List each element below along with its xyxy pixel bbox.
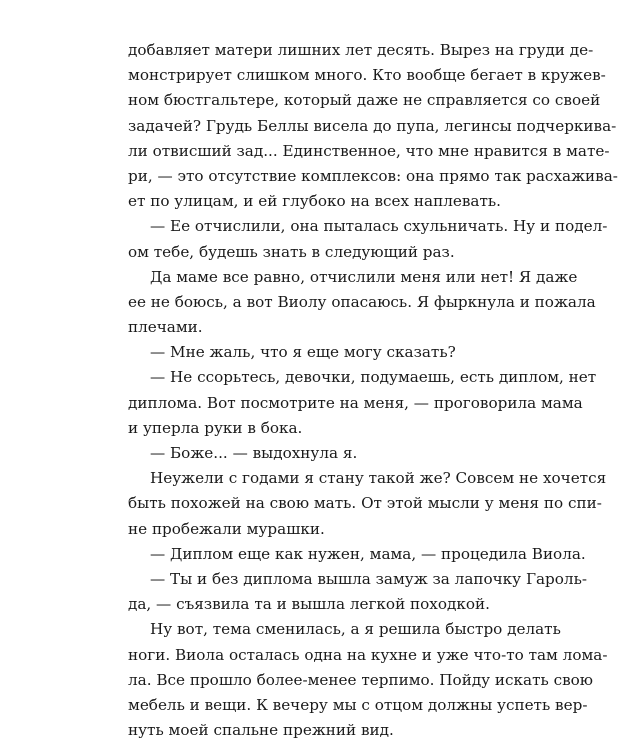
text-line: Да маме все равно, отчислили меня или нет! Я даже — [150, 267, 578, 286]
text-line: добавляет матери лишних лет десять. Вырез на груди де- — [128, 41, 594, 59]
text-line: монстрирует слишком много. Кто вообще бегает в кружев- — [128, 66, 606, 85]
text-line: и уперла руки в бока. — [128, 418, 303, 437]
text-line: нуть моей спальне прежний вид. — [128, 721, 394, 740]
text-line: мебель и вещи. К вечеру мы с отцом должны успеть вер- — [128, 695, 588, 714]
text-line: ла. Все прошло более-менее терпимо. Пойду искать свою — [128, 670, 594, 689]
text-line: Неужели с годами я стану такой же? Совсем не хочется — [150, 469, 607, 488]
text-line: — Диплом еще как нужен, мама, — процедила Виола. — [150, 544, 586, 563]
text-line: ом тебе, будешь знать в следующий раз. — [128, 242, 455, 261]
text-line: — Боже... — выдохнула я. — [150, 444, 358, 462]
text-line: ном бюстгальтере, который даже не справляется со своей — [128, 91, 601, 110]
text-line: — Ее отчислили, она пыталась схульничать. Ну и подел- — [150, 217, 608, 236]
text-line: ноги. Виола осталась одна на кухне и уже что-то там лома- — [128, 645, 608, 664]
text-line: ли отвисший зад... Единственное, что мне нравится в мате- — [128, 141, 610, 160]
text-line: быть похожей на свою мать. От этой мысли у меня по спи- — [128, 494, 602, 513]
text-line: — Мне жаль, что я еще могу сказать? — [150, 343, 456, 362]
text-line: — Не ссорьтесь, девочки, подумаешь, есть диплом, нет — [150, 368, 597, 387]
text-line: задачей? Грудь Беллы висела до пупа, легинсы подчеркива- — [128, 116, 617, 135]
text-line: ет по улицам, и ей глубоко на всех наплевать. — [128, 192, 501, 211]
text-line: плечами. — [128, 318, 203, 337]
text-line: ее не боюсь, а вот Виолу опасаюсь. Я фыркнула и пожала — [128, 292, 596, 311]
text-line: Ну вот, тема сменилась, а я решила быстро делать — [150, 620, 561, 639]
text-line: не пробежали мурашки. — [128, 519, 325, 538]
text-line: ри, — это отсутствие комплексов: она прямо так расхажива- — [128, 166, 618, 185]
text-line: диплома. Вот посмотрите на меня, — проговорила мама — [128, 393, 583, 412]
book-page-text — [128, 38, 618, 743]
text-line: да, — съязвила та и вышла легкой походкой. — [128, 595, 490, 614]
text-line: — Ты и без диплома вышла замуж за лапочку Гароль- — [150, 569, 587, 588]
